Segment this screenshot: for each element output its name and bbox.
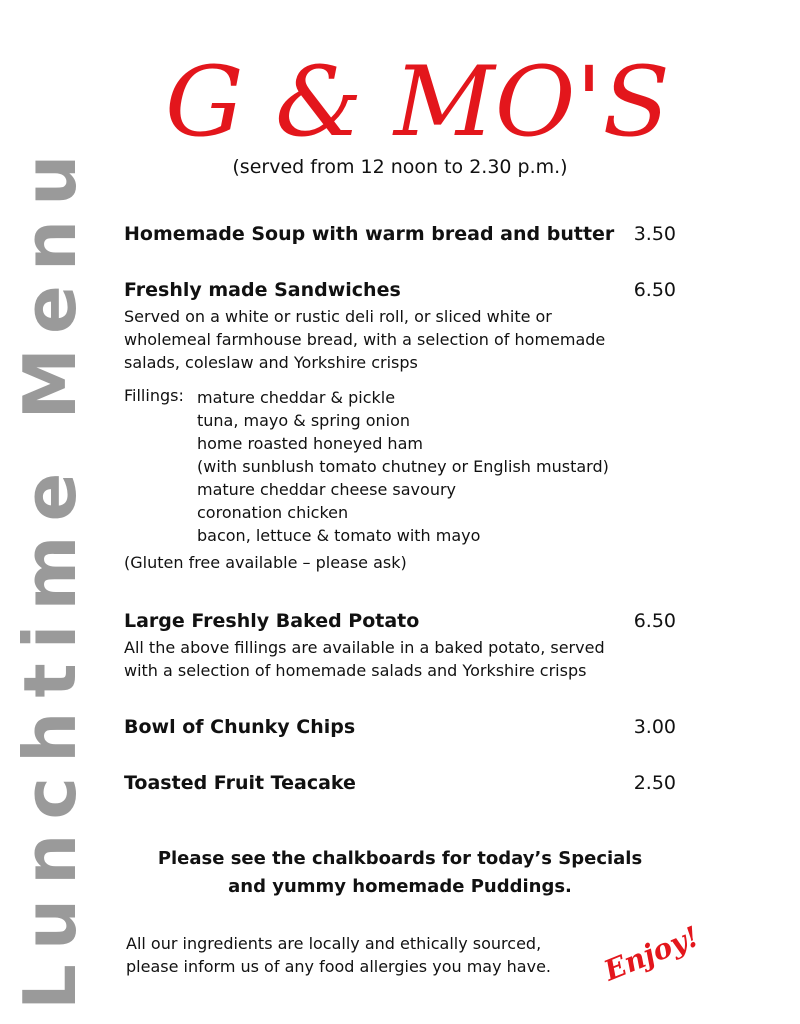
enjoy-text: Enjoy! bbox=[599, 919, 704, 988]
item-price-soup: 3.50 bbox=[633, 223, 676, 245]
filling-item: bacon, lettuce & tomato with mayo bbox=[197, 526, 481, 545]
sandwich-desc-line: Served on a white or rustic deli roll, or sliced white or bbox=[124, 307, 552, 326]
filling-item: (with sunblush tomato chutney or English mustard) bbox=[197, 457, 609, 476]
enjoy-signature bbox=[592, 900, 704, 988]
potato-desc-line: All the above fillings are available in a baked potato, served bbox=[124, 638, 605, 657]
filling-item: coronation chicken bbox=[197, 503, 349, 522]
potato-desc-line: with a selection of homemade salads and Yorkshire crisps bbox=[124, 661, 587, 680]
brand-logo bbox=[160, 30, 680, 160]
allergy-footer bbox=[126, 932, 551, 978]
item-name-chips: Bowl of Chunky Chips bbox=[124, 716, 356, 738]
sandwich-desc-line: salads, coleslaw and Yorkshire crisps bbox=[124, 353, 418, 372]
specials-notice bbox=[100, 845, 700, 901]
potato-description bbox=[124, 636, 605, 682]
side-title: Lunchtime Menu bbox=[8, 140, 92, 1010]
sandwich-desc-line: wholemeal farmhouse bread, with a selection of homemade bbox=[124, 330, 606, 349]
specials-line: Please see the chalkboards for today’s Specials bbox=[157, 848, 643, 869]
specials-line: and yummy homemade Puddings. bbox=[228, 876, 572, 897]
serving-hours: (served from 12 noon to 2.30 p.m.) bbox=[232, 156, 568, 178]
filling-item: home roasted honeyed ham bbox=[197, 434, 423, 453]
filling-item: mature cheddar cheese savoury bbox=[197, 480, 456, 499]
footer-line: please inform us of any food allergies you may have. bbox=[126, 957, 551, 976]
item-price-chips: 3.00 bbox=[633, 716, 676, 738]
sandwich-description bbox=[124, 305, 605, 374]
item-name-potato: Large Freshly Baked Potato bbox=[124, 610, 420, 632]
item-name-sandwiches: Freshly made Sandwiches bbox=[124, 279, 401, 301]
item-price-potato: 6.50 bbox=[633, 610, 676, 632]
gluten-note: (Gluten free available – please ask) bbox=[124, 553, 407, 572]
item-name-teacake: Toasted Fruit Teacake bbox=[124, 772, 356, 794]
filling-item: mature cheddar & pickle bbox=[197, 388, 396, 407]
item-price-sandwiches: 6.50 bbox=[633, 279, 676, 301]
brand-text: G & MO'S bbox=[165, 46, 670, 158]
item-price-teacake: 2.50 bbox=[633, 772, 676, 794]
fillings-label: Fillings: bbox=[124, 386, 184, 405]
filling-item: tuna, mayo & spring onion bbox=[197, 411, 411, 430]
footer-line: All our ingredients are locally and ethically sourced, bbox=[126, 934, 542, 953]
fillings-list bbox=[197, 386, 609, 547]
item-name-soup: Homemade Soup with warm bread and butter bbox=[124, 223, 615, 245]
